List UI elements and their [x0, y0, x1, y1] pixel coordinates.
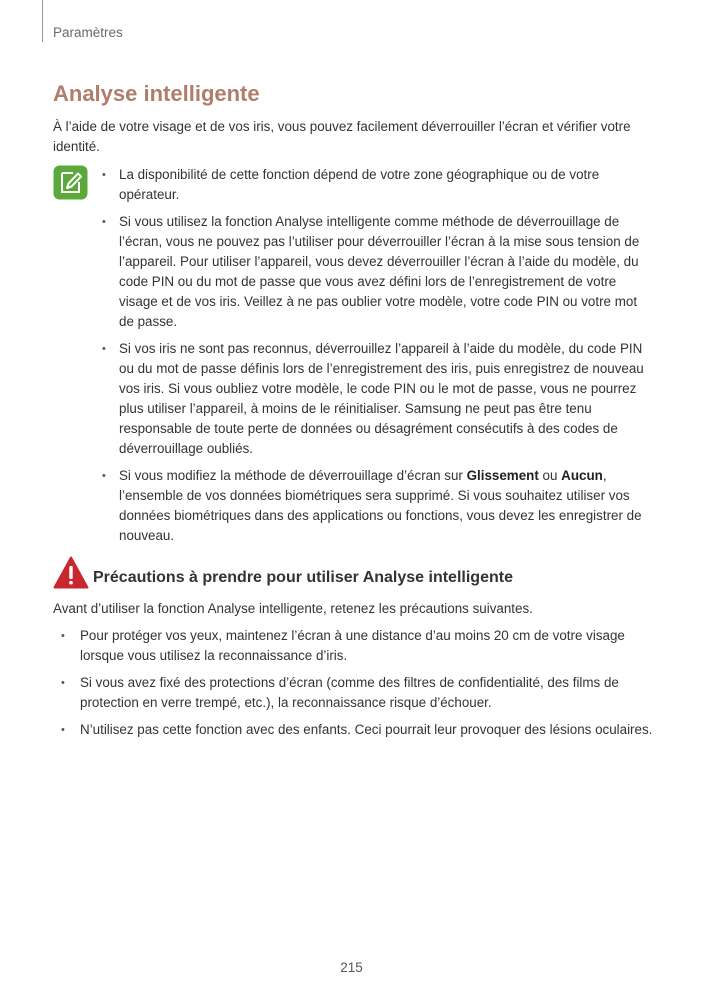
- header-rule: [42, 0, 43, 42]
- note-text: , l’ensemble de vos données biométriques sera supprimé. Si vous souhaitez utiliser vos données biométriques dans des applications ou fonctions, vous devez les enregistrer de nouveau.: [119, 468, 642, 543]
- intro-text: À l’aide de votre visage et de vos iris, vous pouvez facilement déverrouiller l’écran et vérifier votre identité.: [53, 119, 631, 154]
- note-item: [92, 466, 648, 546]
- option-aucun: Aucun: [561, 468, 603, 483]
- note-item: • La disponibilité de cette fonction dépend de votre zone géographique ou de votre opérateur.: [92, 165, 648, 205]
- caution-title: Précautions à prendre pour utiliser Analyse intelligente: [93, 569, 513, 586]
- caution-intro: Avant d’utiliser la fonction Analyse intelligente, retenez les précautions suivantes.: [53, 601, 533, 616]
- caution-item: • Si vous avez fixé des protections d’écran (comme des filtres de confidentialité, des films de protection en verre trempé, etc.), la reconnaissance risque d’échouer.: [53, 673, 653, 713]
- caution-item: • N’utilisez pas cette fonction avec des enfants. Ceci pourrait leur provoquer des lésions oculaires.: [53, 720, 653, 740]
- warning-icon: [53, 556, 89, 589]
- caution-item: • Pour protéger vos yeux, maintenez l’écran à une distance d’au moins 20 cm de votre visage lorsque vous utilisez la reconnaissance d’iris.: [53, 626, 653, 666]
- note-list: [92, 165, 648, 553]
- caution-list: [53, 626, 653, 747]
- note-pencil-icon: [53, 165, 88, 200]
- note-item: • Si vous utilisez la fonction Analyse intelligente comme méthode de déverrouillage de l’écran, vous ne pouvez pas l’utiliser pour déverrouiller l’écran à la mise sous tension de l’appareil. Pour utiliser l’appareil, vous devez déverrouiller l’écran à l’aide du modèle, du code PIN ou du mot de passe que vous avez défini lors de l’enregistrement de votre visage et de vos iris. Veillez à ne pas oublier votre modèle, votre code PIN ou votre mot de passe.: [92, 212, 648, 332]
- option-glissement: Glissement: [466, 468, 539, 483]
- note-text: Si vous modifiez la méthode de déverrouillage d’écran sur: [119, 468, 467, 483]
- page-title: Analyse intelligente: [53, 81, 260, 106]
- section-label: Paramètres: [53, 25, 123, 40]
- note-item: • Si vos iris ne sont pas reconnus, déverrouillez l’appareil à l’aide du modèle, du code PIN ou du mot de passe définis lors de l’enregistrement des iris, puis enregistrez de nouveau vos iris. Si vous oubliez votre modèle, le code PIN ou le mot de passe, vous ne pourrez plus utiliser l’appareil, à moins de le réinitialiser. Samsung ne peut pas être tenu responsable de toute perte de données ou désagrément consécutifs à des codes de déverrouillage oubliés.: [92, 339, 648, 459]
- note-text: ou: [538, 468, 562, 483]
- page-number: 215: [340, 960, 363, 975]
